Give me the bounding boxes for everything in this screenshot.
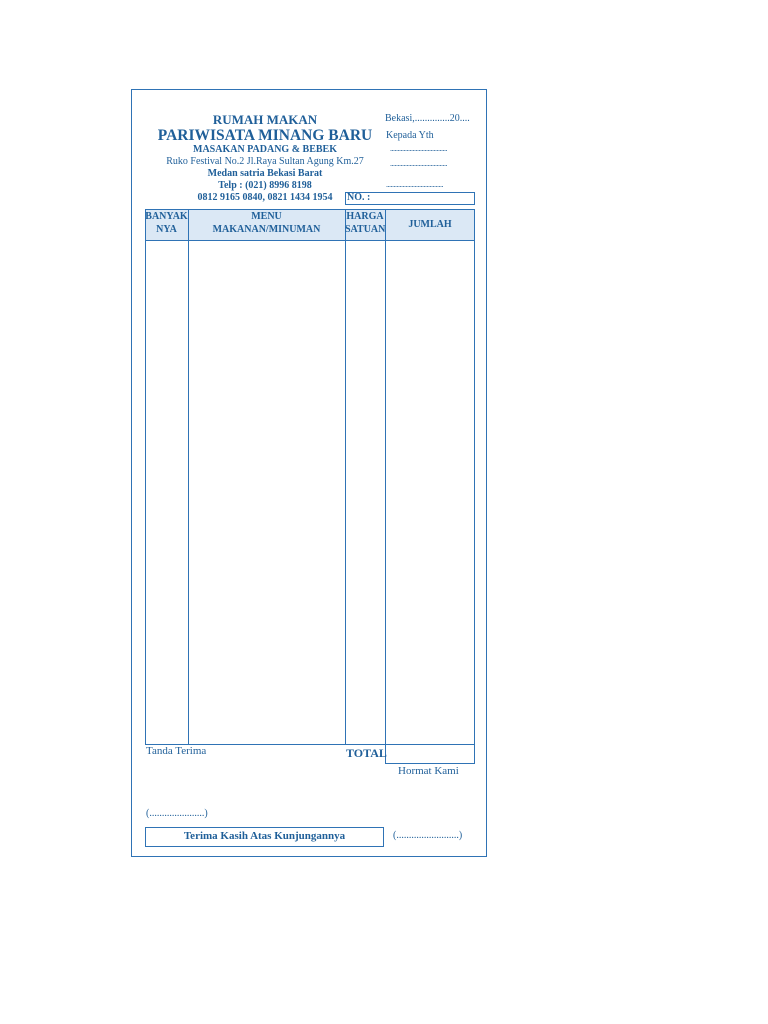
- column-header-amount: JUMLAH: [408, 219, 452, 230]
- recipient-line-3: ......................................: [386, 180, 443, 189]
- column-header-unit-price-line2: SATUAN: [345, 224, 386, 235]
- table-header-divider: [145, 240, 475, 241]
- address: Ruko Festival No.2 Jl.Raya Sultan Agung Km.27: [166, 156, 364, 167]
- shop-type: RUMAH MAKAN: [212, 112, 318, 127]
- recipient-label: Kepada Yth: [386, 130, 434, 141]
- total-label: TOTAL: [346, 746, 387, 760]
- column-divider-3: [385, 209, 386, 764]
- column-header-quantity: [145, 210, 188, 236]
- signature-right: (.........................): [393, 830, 463, 841]
- column-header-unit-price: [345, 210, 385, 236]
- column-header-quantity-line2: NYA: [156, 224, 177, 235]
- column-header-menu: [188, 210, 345, 236]
- city: Medan satria Bekasi Barat: [207, 168, 323, 179]
- receipt-acknowledgement-label: Tanda Terima: [146, 745, 207, 757]
- recipient-line-2: ......................................: [390, 159, 447, 168]
- total-box: [385, 744, 475, 764]
- column-header-quantity-line1: BANYAK: [145, 211, 188, 222]
- phone-landline: Telp : (021) 8996 8198: [218, 180, 312, 191]
- column-header-menu-line1: MENU: [251, 211, 282, 222]
- cuisine: MASAKAN PADANG & BEBEK: [193, 144, 337, 155]
- column-divider-2: [345, 209, 346, 744]
- signature-left: (......................): [146, 808, 208, 819]
- items-table: [145, 209, 475, 745]
- invoice-number-label: NO. :: [347, 192, 371, 203]
- phone-mobile: 0812 9165 0840, 0821 1434 1954: [197, 192, 333, 203]
- column-header-unit-price-line1: HARGA: [346, 211, 384, 222]
- regards-label: Hormat Kami: [398, 765, 459, 777]
- recipient-line-1: ......................................: [390, 144, 447, 153]
- thank-you-message: Terima Kasih Atas Kunjungannya: [183, 830, 346, 842]
- date-field: Bekasi,..............20....: [385, 113, 470, 124]
- column-header-menu-line2: MAKANAN/MINUMAN: [212, 224, 321, 235]
- column-divider-1: [188, 209, 189, 744]
- shop-name: PARIWISATA MINANG BARU: [157, 127, 373, 144]
